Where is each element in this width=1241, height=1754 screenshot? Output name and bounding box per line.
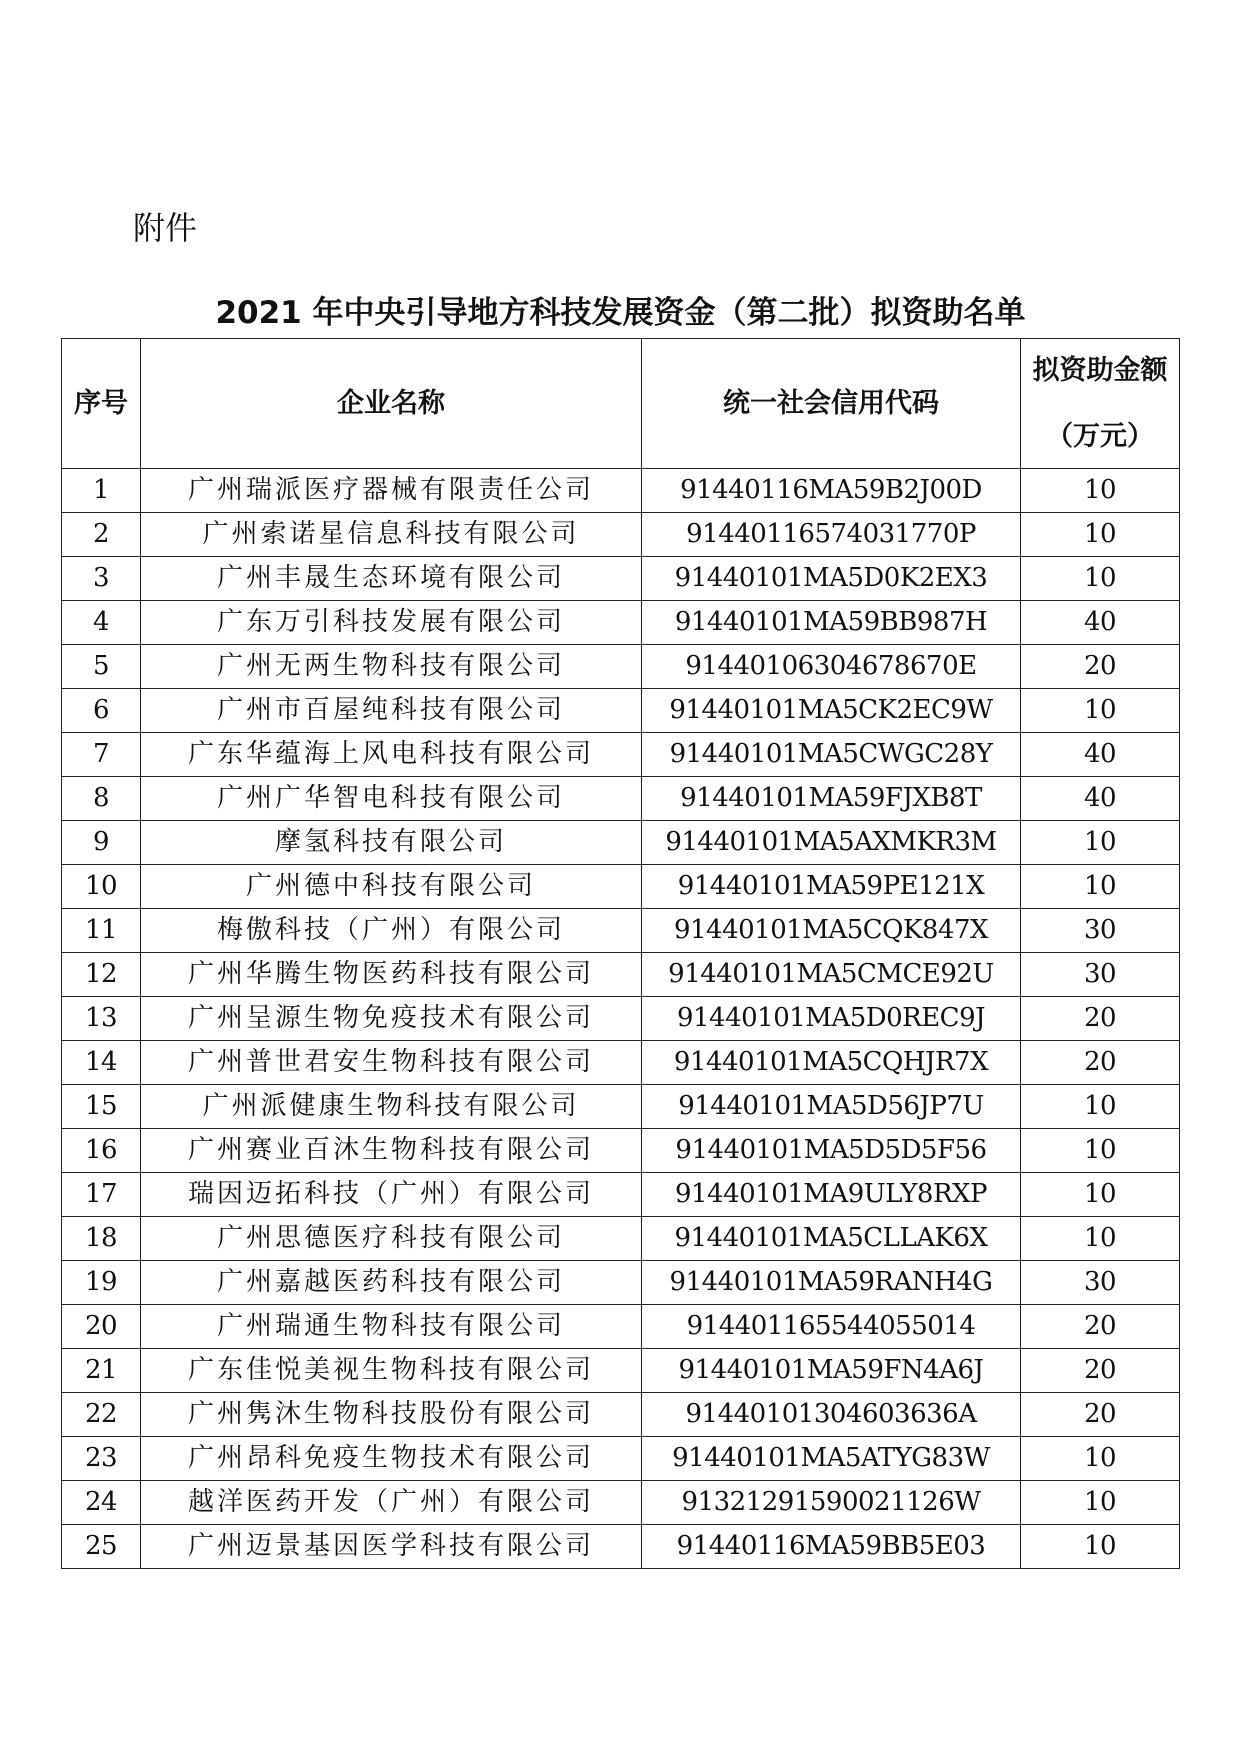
row-amount: 10 — [1021, 821, 1180, 865]
table-row — [62, 909, 1180, 953]
row-index: 25 — [62, 1525, 141, 1569]
table-row — [62, 469, 1180, 513]
table-header-row — [62, 339, 1180, 469]
row-index: 16 — [62, 1129, 141, 1173]
header-amount-line1: 拟资助金额 — [1032, 354, 1168, 386]
row-amount: 10 — [1021, 469, 1180, 513]
table-row — [62, 1085, 1180, 1129]
row-credit-code: 91440116574031770P — [642, 513, 1021, 557]
row-amount: 10 — [1021, 557, 1180, 601]
header-index: 序号 — [62, 339, 141, 469]
table-row — [62, 953, 1180, 997]
row-company-name: 摩氢科技有限公司 — [141, 821, 642, 865]
row-credit-code: 91440101MA5D0K2EX3 — [642, 557, 1021, 601]
table-row — [62, 777, 1180, 821]
row-credit-code: 91440116MA59BB5E03 — [642, 1525, 1021, 1569]
row-index: 7 — [62, 733, 141, 777]
row-index: 17 — [62, 1173, 141, 1217]
row-amount: 30 — [1021, 953, 1180, 997]
table-row — [62, 1349, 1180, 1393]
row-index: 2 — [62, 513, 141, 557]
row-company-name: 广州派健康生物科技有限公司 — [141, 1085, 642, 1129]
row-index: 1 — [62, 469, 141, 513]
row-company-name: 广州瑞通生物科技有限公司 — [141, 1305, 642, 1349]
page-title: 2021 年中央引导地方科技发展资金（第二批）拟资助名单 — [215, 295, 1026, 331]
table-row — [62, 557, 1180, 601]
row-credit-code: 91440116MA59B2J00D — [642, 469, 1021, 513]
row-amount: 30 — [1021, 1261, 1180, 1305]
row-company-name: 广州隽沐生物科技股份有限公司 — [141, 1393, 642, 1437]
row-index: 21 — [62, 1349, 141, 1393]
table-row — [62, 997, 1180, 1041]
row-index: 14 — [62, 1041, 141, 1085]
row-company-name: 广州德中科技有限公司 — [141, 865, 642, 909]
row-index: 13 — [62, 997, 141, 1041]
row-credit-code: 91440101304603636A — [642, 1393, 1021, 1437]
table-row — [62, 1481, 1180, 1525]
row-amount: 20 — [1021, 645, 1180, 689]
row-amount: 10 — [1021, 1525, 1180, 1569]
row-amount: 40 — [1021, 601, 1180, 645]
row-index: 9 — [62, 821, 141, 865]
row-index: 20 — [62, 1305, 141, 1349]
row-index: 8 — [62, 777, 141, 821]
row-index: 10 — [62, 865, 141, 909]
row-credit-code: 91321291590021126W — [642, 1481, 1021, 1525]
table-row — [62, 1525, 1180, 1569]
table-row — [62, 1173, 1180, 1217]
header-amount — [1021, 339, 1180, 469]
row-amount: 20 — [1021, 1393, 1180, 1437]
row-amount: 10 — [1021, 1173, 1180, 1217]
row-index: 24 — [62, 1481, 141, 1525]
row-company-name: 梅傲科技（广州）有限公司 — [141, 909, 642, 953]
table-row — [62, 645, 1180, 689]
row-company-name: 广东万引科技发展有限公司 — [141, 601, 642, 645]
row-company-name: 广州无两生物科技有限公司 — [141, 645, 642, 689]
row-credit-code: 91440101MA5CK2EC9W — [642, 689, 1021, 733]
row-company-name: 广州索诺星信息科技有限公司 — [141, 513, 642, 557]
row-credit-code: 91440101MA5CQK847X — [642, 909, 1021, 953]
row-amount: 40 — [1021, 777, 1180, 821]
row-amount: 10 — [1021, 513, 1180, 557]
row-credit-code: 91440101MA59PE121X — [642, 865, 1021, 909]
row-credit-code: 91440101MA5CLLAK6X — [642, 1217, 1021, 1261]
funding-list-table — [61, 338, 1180, 1569]
row-index: 23 — [62, 1437, 141, 1481]
header-company-name: 企业名称 — [141, 339, 642, 469]
row-index: 4 — [62, 601, 141, 645]
row-index: 3 — [62, 557, 141, 601]
row-amount: 10 — [1021, 1085, 1180, 1129]
table-row — [62, 1437, 1180, 1481]
row-amount: 20 — [1021, 1041, 1180, 1085]
row-company-name: 广州思德医疗科技有限公司 — [141, 1217, 642, 1261]
row-index: 15 — [62, 1085, 141, 1129]
row-credit-code: 91440101MA59FN4A6J — [642, 1349, 1021, 1393]
table-row — [62, 513, 1180, 557]
table-row — [62, 1217, 1180, 1261]
row-company-name: 广州普世君安生物科技有限公司 — [141, 1041, 642, 1085]
row-credit-code: 91440101MA5D0REC9J — [642, 997, 1021, 1041]
row-credit-code: 91440106304678670E — [642, 645, 1021, 689]
header-credit-code: 统一社会信用代码 — [642, 339, 1021, 469]
table-row — [62, 733, 1180, 777]
row-company-name: 广州昂科免疫生物技术有限公司 — [141, 1437, 642, 1481]
table-row — [62, 821, 1180, 865]
row-company-name: 广东华蕴海上风电科技有限公司 — [141, 733, 642, 777]
row-company-name: 广州迈景基因医学科技有限公司 — [141, 1525, 642, 1569]
table-row — [62, 1261, 1180, 1305]
row-credit-code: 91440101MA59BB987H — [642, 601, 1021, 645]
row-company-name: 广州广华智电科技有限公司 — [141, 777, 642, 821]
row-company-name: 广州华腾生物医药科技有限公司 — [141, 953, 642, 997]
row-amount: 10 — [1021, 1129, 1180, 1173]
header-amount-line2: （万元） — [1046, 420, 1154, 452]
row-index: 12 — [62, 953, 141, 997]
attachment-label: 附件 — [133, 209, 198, 247]
table-row — [62, 1129, 1180, 1173]
row-credit-code: 914401165544055014 — [642, 1305, 1021, 1349]
row-credit-code: 91440101MA5CQHJR7X — [642, 1041, 1021, 1085]
table-row — [62, 601, 1180, 645]
row-company-name: 广州市百屋纯科技有限公司 — [141, 689, 642, 733]
row-company-name: 广州丰晟生态环境有限公司 — [141, 557, 642, 601]
table-row — [62, 1305, 1180, 1349]
table-body — [62, 469, 1180, 1569]
row-amount: 10 — [1021, 1481, 1180, 1525]
row-credit-code: 91440101MA5CMCE92U — [642, 953, 1021, 997]
row-amount: 20 — [1021, 1349, 1180, 1393]
row-index: 22 — [62, 1393, 141, 1437]
row-company-name: 广州赛业百沐生物科技有限公司 — [141, 1129, 642, 1173]
row-credit-code: 91440101MA5ATYG83W — [642, 1437, 1021, 1481]
row-index: 11 — [62, 909, 141, 953]
row-credit-code: 91440101MA5AXMKR3M — [642, 821, 1021, 865]
row-credit-code: 91440101MA5D5D5F56 — [642, 1129, 1021, 1173]
table-row — [62, 1041, 1180, 1085]
row-index: 5 — [62, 645, 141, 689]
row-company-name: 广州瑞派医疗器械有限责任公司 — [141, 469, 642, 513]
row-index: 6 — [62, 689, 141, 733]
row-credit-code: 91440101MA5CWGC28Y — [642, 733, 1021, 777]
row-index: 18 — [62, 1217, 141, 1261]
row-company-name: 广东佳悦美视生物科技有限公司 — [141, 1349, 642, 1393]
row-credit-code: 91440101MA59RANH4G — [642, 1261, 1021, 1305]
row-credit-code: 91440101MA5D56JP7U — [642, 1085, 1021, 1129]
row-amount: 30 — [1021, 909, 1180, 953]
table-row — [62, 865, 1180, 909]
row-amount: 20 — [1021, 1305, 1180, 1349]
table-row — [62, 689, 1180, 733]
row-amount: 10 — [1021, 865, 1180, 909]
row-amount: 40 — [1021, 733, 1180, 777]
row-company-name: 广州嘉越医药科技有限公司 — [141, 1261, 642, 1305]
row-amount: 10 — [1021, 1217, 1180, 1261]
table-row — [62, 1393, 1180, 1437]
row-index: 19 — [62, 1261, 141, 1305]
row-amount: 10 — [1021, 689, 1180, 733]
row-amount: 10 — [1021, 1437, 1180, 1481]
row-credit-code: 91440101MA59FJXB8T — [642, 777, 1021, 821]
row-amount: 20 — [1021, 997, 1180, 1041]
row-credit-code: 91440101MA9ULY8RXP — [642, 1173, 1021, 1217]
row-company-name: 越洋医药开发（广州）有限公司 — [141, 1481, 642, 1525]
row-company-name: 瑞因迈拓科技（广州）有限公司 — [141, 1173, 642, 1217]
row-company-name: 广州呈源生物免疫技术有限公司 — [141, 997, 642, 1041]
